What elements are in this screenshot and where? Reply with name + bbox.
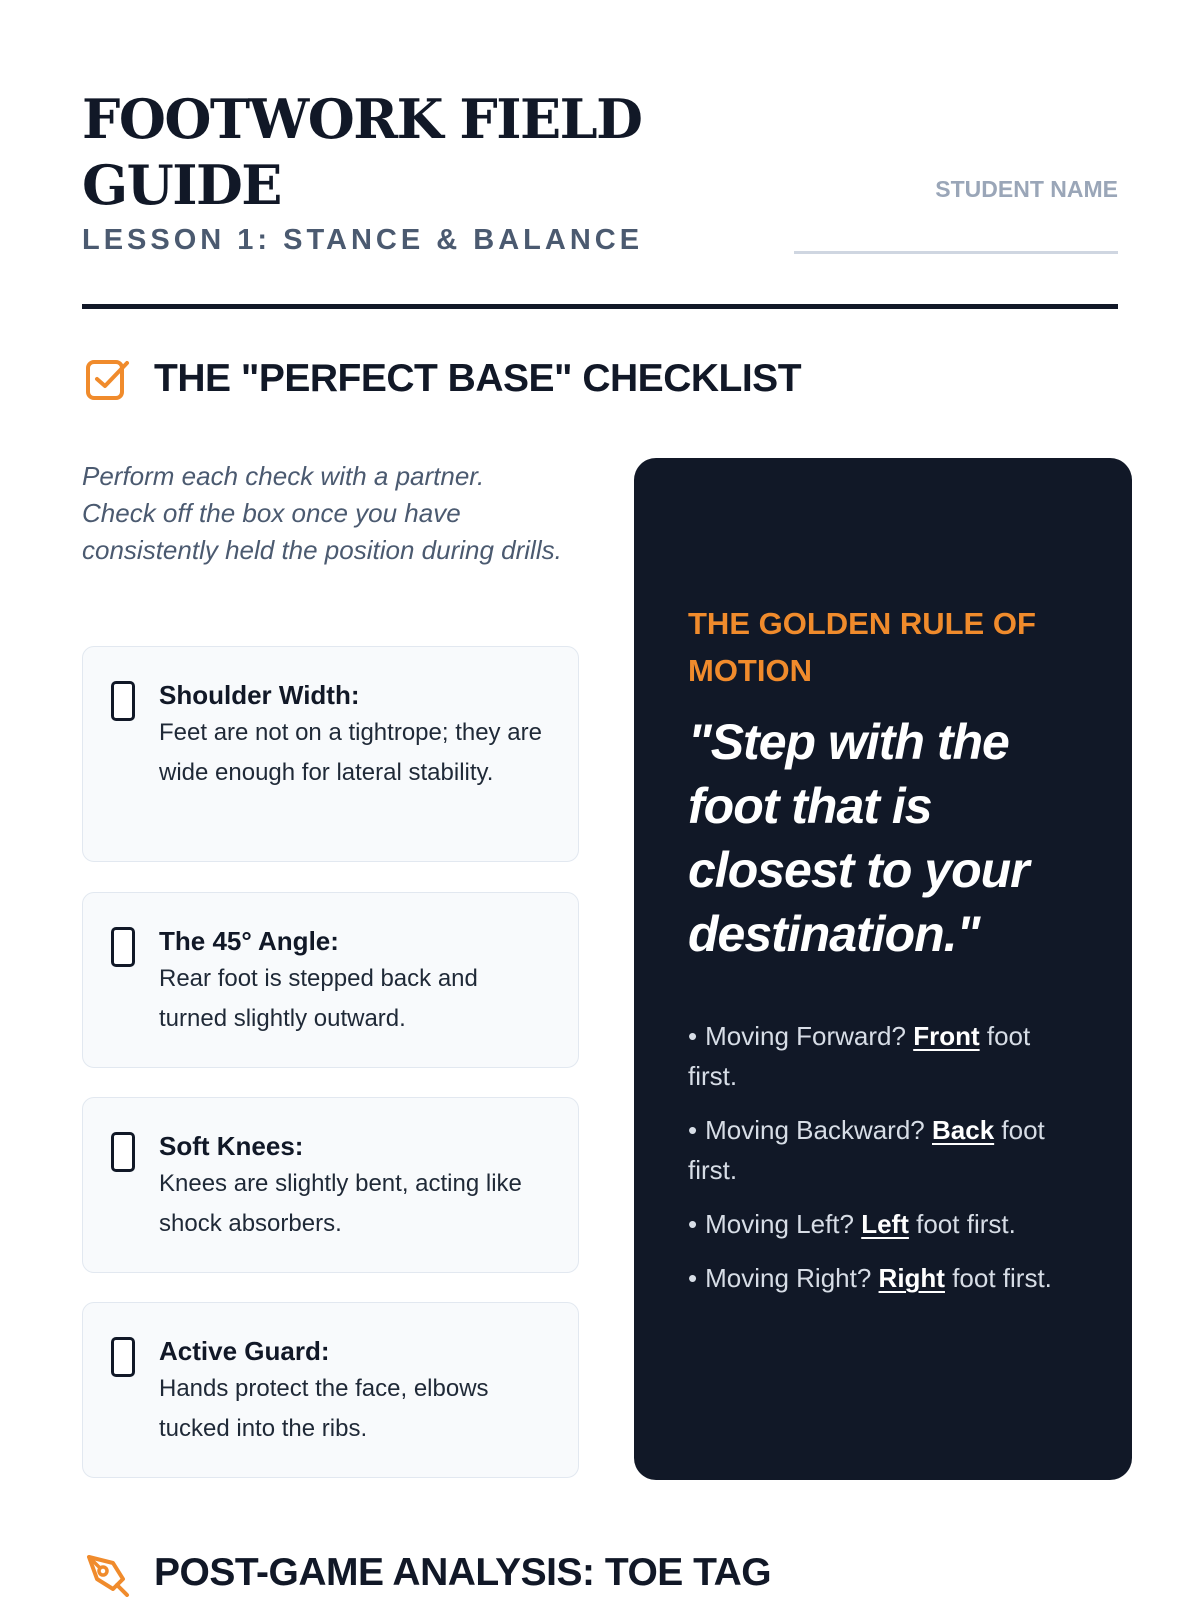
checklist-item [82, 646, 579, 862]
checklist-item-text [159, 677, 550, 833]
rule-suffix: foot first. [688, 1021, 1031, 1091]
rule-prefix: Moving Left? [705, 1209, 854, 1239]
rule-direction: Right [878, 1263, 945, 1293]
bullet-icon: • [688, 1021, 698, 1051]
page-header [82, 86, 1118, 310]
bullet-icon: • [688, 1263, 698, 1293]
rule-direction: Front [913, 1021, 980, 1051]
checklist-item-text [159, 923, 550, 1039]
bullet-icon: • [688, 1115, 698, 1145]
pen-nib-icon [82, 1548, 132, 1598]
checklist-item-desc: Knees are slightly bent, acting like shock absorbers. [159, 1170, 522, 1237]
golden-rule-quote: "Step with the foot that is closest to your destination." [688, 714, 1029, 962]
student-name-block [794, 176, 1118, 254]
golden-rule-label: THE GOLDEN RULE OF MOTION [688, 606, 1036, 688]
lesson-subtitle: LESSON 1: STANCE & BALANCE [82, 224, 644, 256]
checklist-item-desc: Rear foot is stepped back and turned slightly outward. [159, 965, 478, 1032]
rule-suffix: foot first. [916, 1209, 1016, 1239]
direction-rule [688, 1016, 1080, 1096]
rule-prefix: Moving Forward? [705, 1021, 906, 1051]
checklist-item [82, 1302, 579, 1478]
page-title: FOOTWORK FIELD GUIDE [82, 87, 642, 217]
student-name-field[interactable] [794, 251, 1118, 254]
header-divider [82, 304, 1118, 309]
checklist-item-title: Soft Knees: [159, 1131, 304, 1161]
direction-rule [688, 1204, 1080, 1244]
checklist-heading [82, 354, 801, 404]
checklist-item-desc: Hands protect the face, elbows tucked into the ribs. [159, 1375, 489, 1442]
analysis-heading [82, 1548, 771, 1598]
check-box[interactable] [111, 681, 135, 721]
rule-direction: Back [932, 1115, 995, 1145]
checklist-item-text [159, 1333, 550, 1449]
check-box[interactable] [111, 927, 135, 967]
checklist-title: THE "PERFECT BASE" CHECKLIST [154, 357, 802, 400]
rule-prefix: Moving Right? [705, 1263, 872, 1293]
direction-rule [688, 1258, 1080, 1298]
checklist-item-title: Shoulder Width: [159, 680, 360, 710]
checkbox-icon [82, 354, 132, 404]
direction-rule [688, 1110, 1080, 1190]
golden-rule-panel [634, 458, 1132, 1480]
checklist-item-title: Active Guard: [159, 1336, 330, 1366]
rule-suffix: foot first. [688, 1115, 1045, 1185]
check-box[interactable] [111, 1132, 135, 1172]
checklist-item-text [159, 1128, 550, 1244]
rule-direction: Left [861, 1209, 909, 1239]
checklist-intro: Perform each check with a partner. Check off the box once you have consistently held the position during drills. [82, 461, 562, 565]
checklist-item [82, 1097, 579, 1273]
checklist-item-desc: Feet are not on a tightrope; they are wide enough for lateral stability. [159, 719, 542, 786]
rule-suffix: foot first. [952, 1263, 1052, 1293]
checklist-item-title: The 45° Angle: [159, 926, 339, 956]
check-box[interactable] [111, 1337, 135, 1377]
rule-prefix: Moving Backward? [705, 1115, 925, 1145]
checklist-item [82, 892, 579, 1068]
student-name-label: STUDENT NAME [935, 176, 1118, 202]
direction-rules-list [688, 1016, 1080, 1312]
bullet-icon: • [688, 1209, 698, 1239]
analysis-title: POST-GAME ANALYSIS: TOE TAG [154, 1551, 772, 1594]
